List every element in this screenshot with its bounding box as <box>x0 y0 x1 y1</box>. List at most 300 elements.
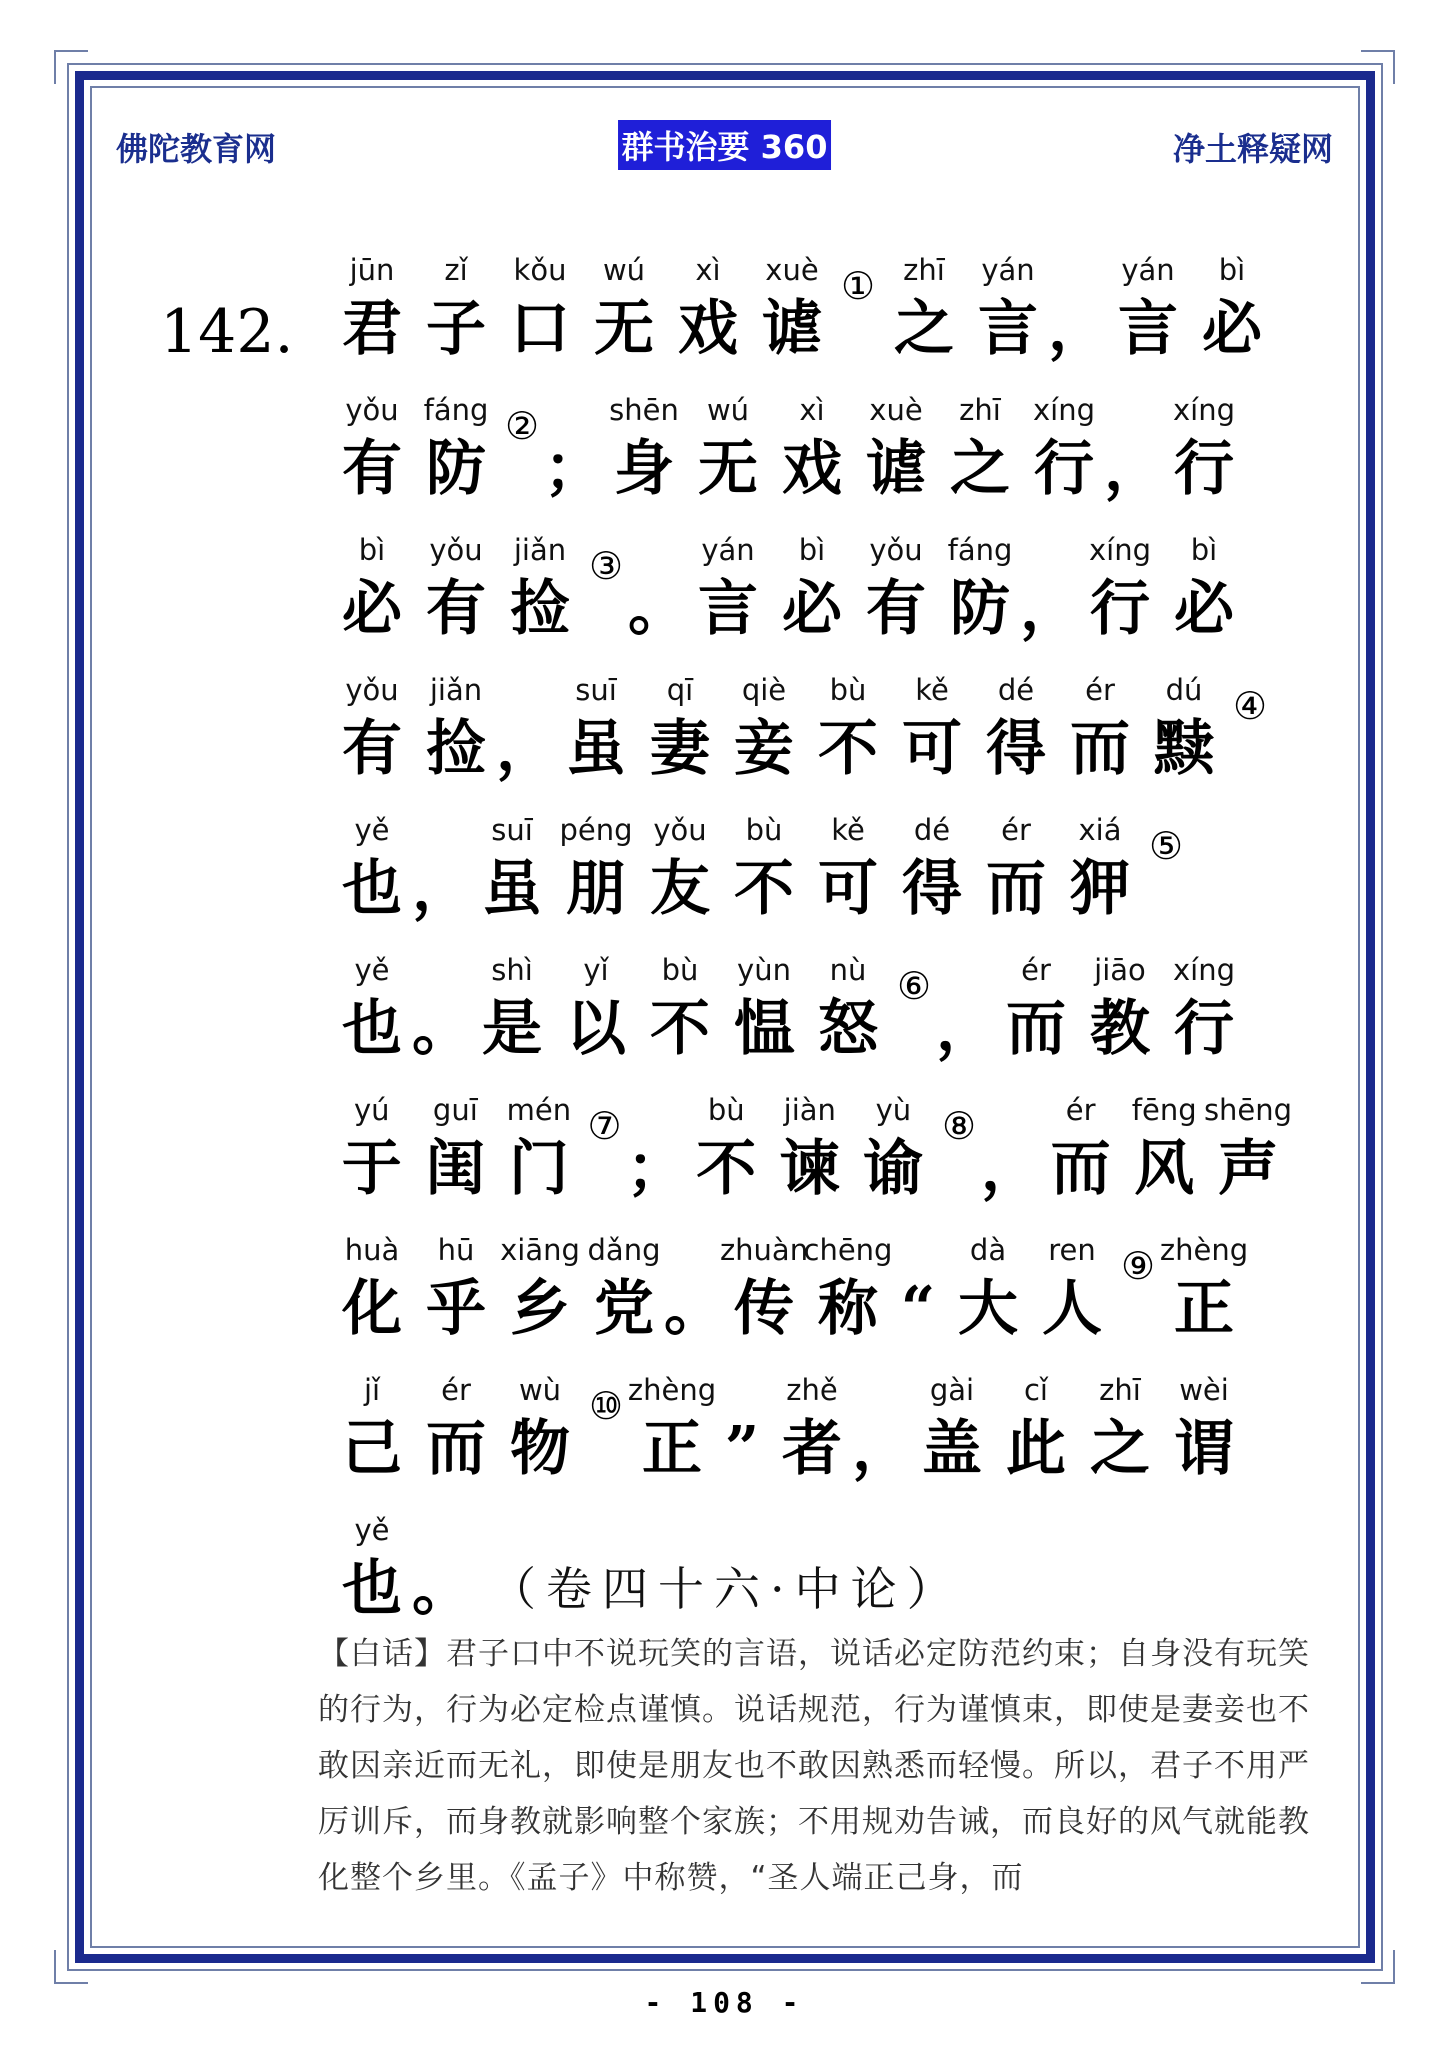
footnote-marker: ⑥ <box>896 964 932 1008</box>
hanzi: 大 <box>958 1274 1018 1344</box>
character-cell <box>1162 1370 1246 1488</box>
pinyin: jiǎn <box>513 533 567 567</box>
pinyin: wèi <box>1179 1373 1229 1407</box>
pinyin: yǒu <box>345 673 399 707</box>
hanzi: 己 <box>342 1414 402 1484</box>
classical-passage <box>160 228 1293 1628</box>
pinyin: jiāo <box>1094 953 1146 987</box>
hanzi: 称 <box>818 1274 878 1344</box>
hanzi: ； <box>626 1134 687 1204</box>
hanzi: 必 <box>1202 294 1262 364</box>
punctuation-cell <box>1022 530 1078 648</box>
character-cell <box>470 810 554 928</box>
pinyin: yǒu <box>345 393 399 427</box>
hanzi: 朋 <box>566 854 626 924</box>
pinyin: bù <box>661 953 699 987</box>
character-cell <box>722 810 806 928</box>
pinyin: kǒu <box>513 253 567 287</box>
pinyin: jǐ <box>363 1373 381 1407</box>
character-cell <box>330 250 414 368</box>
character-cell <box>330 390 414 508</box>
pinyin: xíng <box>1088 533 1151 567</box>
passage-line <box>160 228 1290 368</box>
character-cell <box>684 1090 768 1208</box>
pinyin: xì <box>695 253 721 287</box>
pinyin: chēng <box>803 1233 893 1267</box>
hanzi: ， <box>980 1134 1041 1204</box>
hanzi: ， <box>936 994 996 1064</box>
passage-line <box>330 928 1290 1068</box>
source-citation: （卷四十六·中论） <box>490 1562 963 1616</box>
footnote-marker: ⑧ <box>941 1104 977 1148</box>
character-cell <box>938 530 1022 648</box>
hanzi: 者 <box>782 1414 842 1484</box>
passage-line <box>330 1488 1290 1628</box>
hanzi: 怒 <box>818 994 878 1064</box>
pinyin: ér <box>441 1373 471 1407</box>
pinyin: jūn <box>349 253 395 287</box>
hanzi: 戏 <box>678 294 738 364</box>
hanzi: 正 <box>642 1414 702 1484</box>
hanzi: 必 <box>1174 574 1234 644</box>
passage-line <box>330 1208 1290 1348</box>
hanzi: 无 <box>594 294 654 364</box>
pinyin: yǐ <box>583 953 609 987</box>
character-cell <box>498 1370 582 1488</box>
pinyin: zhī <box>1099 1373 1141 1407</box>
character-cell <box>890 810 974 928</box>
hanzi: 无 <box>698 434 758 504</box>
pinyin: zhuàn <box>719 1233 809 1267</box>
pinyin: yǒu <box>653 813 707 847</box>
hanzi: 。 <box>412 994 472 1064</box>
character-cell <box>330 530 414 648</box>
character-cell <box>1190 250 1274 368</box>
hanzi: 谏 <box>779 1134 840 1204</box>
pinyin: zǐ <box>444 253 468 287</box>
hanzi: 之 <box>950 434 1010 504</box>
footnote-marker: ① <box>840 264 876 308</box>
punctuation-cell <box>626 1090 687 1208</box>
pinyin: kě <box>831 813 865 847</box>
hanzi: ， <box>1048 294 1108 364</box>
pinyin: yù <box>875 1093 912 1127</box>
header-book-title: 群书治要 360 <box>618 120 832 170</box>
pinyin: nù <box>829 953 867 987</box>
hanzi: 谑 <box>762 294 822 364</box>
hanzi: 虽 <box>566 714 626 784</box>
pinyin: hū <box>437 1233 475 1267</box>
hanzi: 盖 <box>922 1414 982 1484</box>
pinyin: zhèng <box>627 1373 717 1407</box>
character-cell <box>1078 1370 1162 1488</box>
hanzi: 必 <box>782 574 842 644</box>
character-cell <box>414 670 498 788</box>
hanzi: 也 <box>342 1554 402 1624</box>
hanzi: 不 <box>696 1134 757 1204</box>
character-cell <box>627 1370 717 1488</box>
pinyin: wù <box>518 1373 562 1407</box>
pinyin: yě <box>354 1513 390 1547</box>
pinyin: huà <box>344 1233 400 1267</box>
punctuation-cell <box>666 1230 722 1348</box>
hanzi: 风 <box>1134 1134 1195 1204</box>
punctuation-cell <box>938 950 994 1068</box>
hanzi: ； <box>544 434 604 504</box>
character-cell <box>722 950 806 1068</box>
hanzi: 乎 <box>426 1274 486 1344</box>
character-cell <box>974 670 1058 788</box>
pinyin: cǐ <box>1023 1373 1048 1407</box>
pinyin: jiàn <box>783 1093 836 1127</box>
character-cell <box>770 1370 854 1488</box>
character-cell <box>946 1230 1030 1348</box>
character-cell <box>554 950 638 1068</box>
vernacular-text: 君子口中不说玩笑的言语，说话必定防范约束；自身没有玩笑的行为，行为必定检点谨慎。说话规范，行为谨慎束，即使是妻妾也不敢因亲近而无礼，即使是朋友也不敢因熟悉而轻慢。所以，君子不用严厉训斥，而身教就影响整个家族；不用规劝告诫，而良好的风气就能教化整个乡里。《孟子》中称赞，“圣人端正己身，而 <box>318 1636 1310 1896</box>
pinyin: péng <box>559 813 633 847</box>
hanzi: 之 <box>894 294 954 364</box>
hanzi: 行 <box>1174 994 1234 1064</box>
hanzi: 而 <box>986 854 1046 924</box>
punctuation-cell <box>414 950 470 1068</box>
hanzi: 君 <box>342 294 402 364</box>
punctuation-cell <box>1050 250 1106 368</box>
pinyin: shēn <box>609 393 679 427</box>
footnote-marker: ⑩ <box>588 1384 624 1428</box>
pinyin: fáng <box>423 393 489 427</box>
passage-line <box>330 1348 1290 1488</box>
character-cell <box>1159 1230 1249 1348</box>
hanzi: 子 <box>426 294 486 364</box>
hanzi: 声 <box>1218 1134 1278 1204</box>
hanzi: 黩 <box>1154 714 1214 784</box>
character-cell <box>938 390 1022 508</box>
hanzi: 教 <box>1090 994 1150 1064</box>
pinyin: bì <box>358 533 386 567</box>
hanzi: 不 <box>818 714 878 784</box>
hanzi: 戏 <box>782 434 842 504</box>
pinyin: ér <box>1021 953 1051 987</box>
punctuation-cell <box>546 390 602 508</box>
character-cell <box>554 670 638 788</box>
character-cell <box>638 950 722 1068</box>
hanzi: 。 <box>664 1274 724 1344</box>
hanzi: 有 <box>866 574 926 644</box>
pinyin: xiá <box>1078 813 1122 847</box>
pinyin: dǎng <box>587 1233 661 1267</box>
passage-line <box>330 648 1290 788</box>
hanzi: 不 <box>734 854 794 924</box>
pinyin: zhě <box>786 1373 838 1407</box>
hanzi: ， <box>496 714 556 784</box>
hanzi: 行 <box>1174 434 1234 504</box>
pinyin: xuè <box>869 393 923 427</box>
pinyin: suī <box>575 673 617 707</box>
punctuation-cell <box>630 530 686 648</box>
punctuation-cell <box>1106 390 1162 508</box>
hanzi: 防 <box>426 434 486 504</box>
pinyin: dà <box>969 1233 1007 1267</box>
character-cell <box>806 810 890 928</box>
pinyin: bù <box>829 673 867 707</box>
character-cell <box>966 250 1050 368</box>
pinyin: jiǎn <box>429 673 483 707</box>
character-cell <box>330 1370 414 1488</box>
pinyin: xíng <box>1172 953 1235 987</box>
hanzi: 乡 <box>510 1274 570 1344</box>
character-cell <box>582 1230 666 1348</box>
pinyin: yǒu <box>429 533 483 567</box>
character-cell <box>1078 530 1162 648</box>
character-cell <box>330 1510 414 1628</box>
character-cell <box>806 950 890 1068</box>
character-cell <box>498 250 582 368</box>
punctuation-cell <box>498 670 554 788</box>
hanzi: 而 <box>1006 994 1066 1064</box>
character-cell <box>1039 1090 1123 1208</box>
pinyin: bì <box>1218 253 1246 287</box>
character-cell <box>1162 390 1246 508</box>
hanzi: 防 <box>950 574 1010 644</box>
header-site-left: 佛陀教育网 <box>116 130 277 168</box>
hanzi: 不 <box>650 994 710 1064</box>
pinyin: ér <box>1001 813 1031 847</box>
hanzi: 有 <box>342 714 402 784</box>
passage-line <box>330 788 1290 928</box>
character-cell <box>719 1230 809 1348</box>
hanzi: ， <box>1104 434 1164 504</box>
pinyin: yě <box>354 813 390 847</box>
character-cell <box>803 1230 893 1348</box>
hanzi: 党 <box>594 1274 654 1344</box>
character-cell <box>330 1090 414 1208</box>
character-cell <box>414 390 498 508</box>
punctuation-cell <box>890 1230 946 1348</box>
hanzi: 行 <box>1090 574 1150 644</box>
character-cell <box>686 390 770 508</box>
pinyin: fáng <box>947 533 1013 567</box>
pinyin: xiāng <box>500 1233 580 1267</box>
hanzi: 也 <box>342 854 402 924</box>
character-cell <box>974 810 1058 928</box>
hanzi: 门 <box>508 1134 569 1204</box>
vernacular-explanation <box>318 1626 1318 1906</box>
hanzi: 此 <box>1006 1414 1066 1484</box>
punctuation-cell <box>414 810 470 928</box>
character-cell <box>750 250 834 368</box>
character-cell <box>1078 950 1162 1068</box>
character-cell <box>582 250 666 368</box>
hanzi: 谑 <box>866 434 926 504</box>
hanzi: 可 <box>818 854 878 924</box>
pinyin: shì <box>491 953 533 987</box>
character-cell <box>854 390 938 508</box>
punctuation-cell <box>854 1370 910 1488</box>
footnote-marker: ⑨ <box>1120 1244 1156 1288</box>
pinyin: dú <box>1165 673 1203 707</box>
hanzi: 正 <box>1174 1274 1234 1344</box>
character-cell <box>768 1090 852 1208</box>
hanzi: 言 <box>698 574 758 644</box>
character-cell <box>330 670 414 788</box>
character-cell <box>1142 670 1226 788</box>
footnote-marker: ② <box>504 404 540 448</box>
punctuation-cell <box>414 1510 470 1628</box>
hanzi: 谓 <box>1174 1414 1234 1484</box>
hanzi: 传 <box>734 1274 794 1344</box>
hanzi: ， <box>412 854 472 924</box>
footnote-marker: ⑤ <box>1148 824 1184 868</box>
pinyin: shēng <box>1203 1093 1293 1127</box>
character-cell <box>806 670 890 788</box>
pinyin: suī <box>491 813 533 847</box>
character-cell <box>498 530 582 648</box>
pinyin: wú <box>706 393 750 427</box>
hanzi: 友 <box>650 854 710 924</box>
pinyin: fēng <box>1131 1093 1197 1127</box>
entry-number: 142. <box>160 297 294 367</box>
hanzi: 化 <box>342 1274 402 1344</box>
character-cell <box>770 530 854 648</box>
character-cell <box>638 670 722 788</box>
vernacular-tag: 【白话】 <box>318 1636 446 1672</box>
hanzi: 狎 <box>1070 854 1130 924</box>
footnote-marker: ③ <box>588 544 624 588</box>
hanzi: 而 <box>1050 1134 1111 1204</box>
passage-line <box>330 508 1290 648</box>
hanzi: ” <box>724 1414 760 1484</box>
pinyin: bù <box>745 813 783 847</box>
character-cell <box>882 250 966 368</box>
pinyin: zhī <box>903 253 945 287</box>
hanzi: 言 <box>978 294 1038 364</box>
character-cell <box>1106 250 1190 368</box>
pinyin: gài <box>929 1373 975 1407</box>
hanzi: 人 <box>1042 1274 1102 1344</box>
pinyin: ér <box>1085 673 1115 707</box>
hanzi: “ <box>900 1274 936 1344</box>
character-cell <box>554 810 638 928</box>
character-cell <box>770 390 854 508</box>
hanzi: 而 <box>1070 714 1130 784</box>
hanzi: ， <box>852 1414 912 1484</box>
character-cell <box>1122 1090 1206 1208</box>
character-cell <box>994 1370 1078 1488</box>
hanzi: 也 <box>342 994 402 1064</box>
hanzi: 愠 <box>734 994 794 1064</box>
pinyin: yǒu <box>869 533 923 567</box>
character-cell <box>414 1370 498 1488</box>
hanzi: 妾 <box>734 714 794 784</box>
pinyin: bì <box>798 533 826 567</box>
pinyin: qiè <box>741 673 787 707</box>
hanzi: 必 <box>342 574 402 644</box>
character-cell <box>330 950 414 1068</box>
character-cell <box>890 670 974 788</box>
character-cell <box>414 250 498 368</box>
hanzi: 以 <box>566 994 626 1064</box>
character-cell <box>497 1090 581 1208</box>
character-cell <box>1022 390 1106 508</box>
hanzi: 妻 <box>650 714 710 784</box>
character-cell <box>414 530 498 648</box>
character-cell <box>994 950 1078 1068</box>
punctuation-cell <box>980 1090 1041 1208</box>
hanzi: 。 <box>412 1554 472 1624</box>
character-cell <box>498 1230 582 1348</box>
character-cell <box>470 950 554 1068</box>
pinyin: yùn <box>737 953 791 987</box>
hanzi: 物 <box>510 1414 570 1484</box>
pinyin: kě <box>915 673 949 707</box>
hanzi: 得 <box>986 714 1046 784</box>
character-cell <box>638 810 722 928</box>
character-cell <box>666 250 750 368</box>
character-cell <box>686 530 770 648</box>
hanzi: 身 <box>614 434 674 504</box>
hanzi: 而 <box>426 1414 486 1484</box>
hanzi: 捡 <box>426 714 486 784</box>
pinyin: bì <box>1190 533 1218 567</box>
pinyin: yú <box>354 1093 390 1127</box>
hanzi: 得 <box>902 854 962 924</box>
pinyin: bù <box>707 1093 745 1127</box>
pinyin: yán <box>1121 253 1175 287</box>
character-cell <box>852 1090 936 1208</box>
hanzi: 可 <box>902 714 962 784</box>
pinyin: qī <box>666 673 694 707</box>
pinyin: mén <box>506 1093 572 1127</box>
header-site-right: 净土释疑网 <box>1172 130 1333 168</box>
pinyin: dé <box>913 813 951 847</box>
character-cell <box>910 1370 994 1488</box>
character-cell <box>1058 810 1142 928</box>
pinyin: ren <box>1048 1233 1096 1267</box>
punctuation-cell <box>714 1370 770 1488</box>
passage-line <box>330 1068 1293 1208</box>
pinyin: xíng <box>1032 393 1095 427</box>
character-cell <box>602 390 686 508</box>
character-cell <box>1030 1230 1114 1348</box>
character-cell <box>854 530 938 648</box>
pinyin: xíng <box>1172 393 1235 427</box>
character-cell <box>1162 950 1246 1068</box>
passage-line <box>330 368 1290 508</box>
pinyin: ér <box>1065 1093 1096 1127</box>
pinyin: xuè <box>765 253 819 287</box>
pinyin: zhī <box>959 393 1001 427</box>
character-cell <box>722 670 806 788</box>
character-cell <box>414 1230 498 1348</box>
hanzi: 。 <box>628 574 688 644</box>
hanzi: 行 <box>1034 434 1094 504</box>
character-cell <box>1058 670 1142 788</box>
footnote-marker: ⑦ <box>587 1104 622 1148</box>
pinyin: wú <box>602 253 646 287</box>
pinyin: xì <box>799 393 825 427</box>
character-cell <box>330 1230 414 1348</box>
pinyin: yán <box>701 533 755 567</box>
character-cell <box>330 810 414 928</box>
character-cell <box>414 1090 498 1208</box>
hanzi: 是 <box>482 994 542 1064</box>
page-number: - 108 - <box>644 1986 805 2019</box>
hanzi: 之 <box>1090 1414 1150 1484</box>
pinyin: yán <box>981 253 1035 287</box>
pinyin: zhèng <box>1159 1233 1249 1267</box>
hanzi: 有 <box>342 434 402 504</box>
pinyin: yě <box>354 953 390 987</box>
